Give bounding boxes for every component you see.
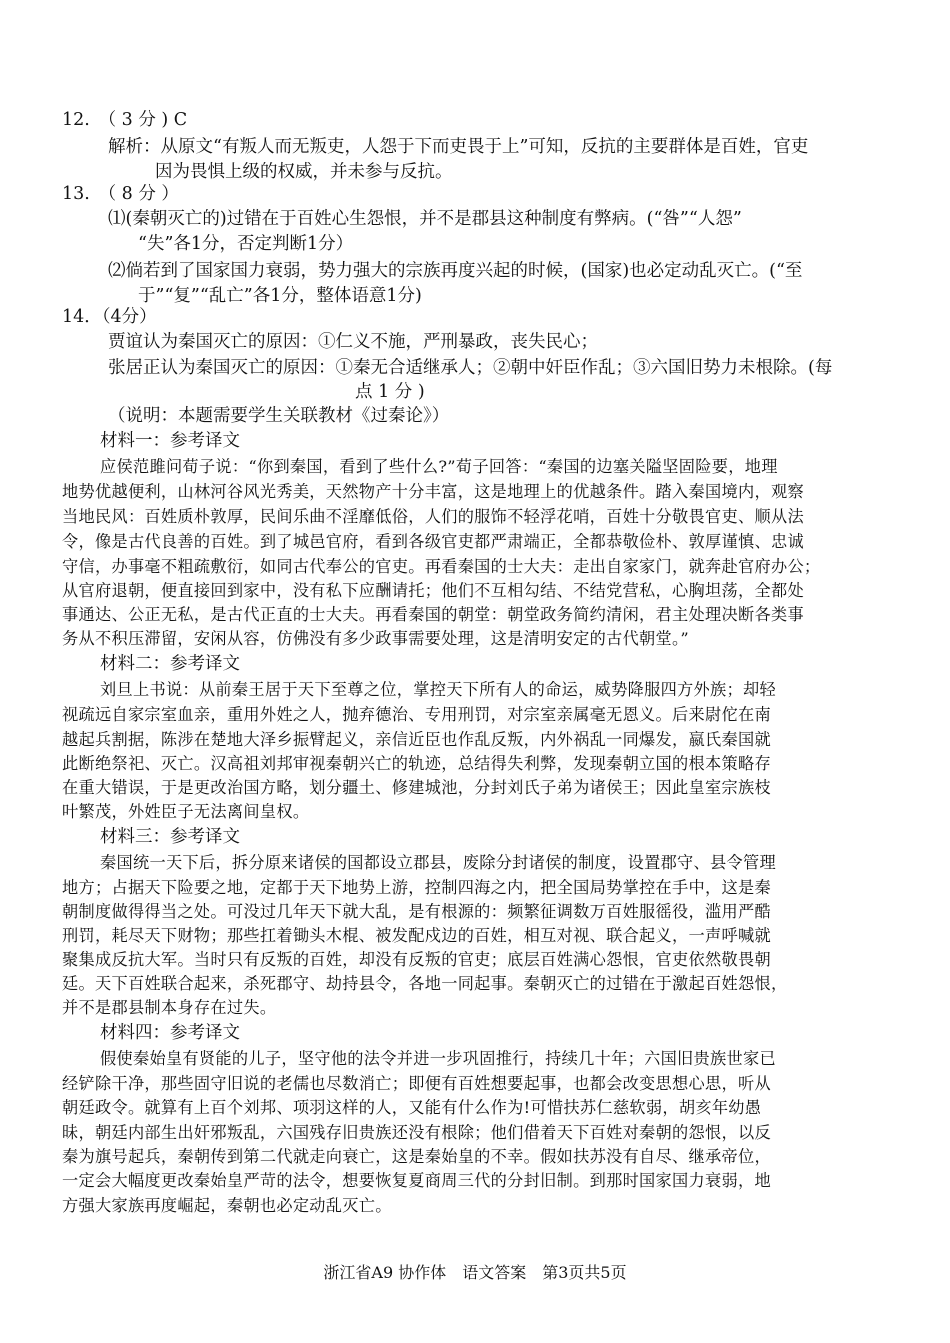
- q13-answer-1-line-1: ⑴(秦朝灭亡的)过错在于百姓心生怨恨，并不是郡县这种制度有弊病。(“咎”“人怨”: [108, 209, 742, 229]
- material-4-line: 经铲除干净，那些固守旧说的老儒也尽数消亡；即便有百姓想要起事，也都会改变思想心思，听从: [62, 1074, 771, 1093]
- material-3-line: 廷。天下百姓联合起来，杀死郡守、劫持县令，各地一同起事。秦朝灭亡的过错在于激起百姓怨恨，: [62, 974, 788, 993]
- material-1-line: 应侯范雎问荀子说：“你到秦国，看到了些什么?”荀子回答：“秦国的边塞关隘坚固险要，地理: [100, 457, 778, 476]
- material-3-line: 聚集成反抗大军。当时只有反叛的百姓，却没有反叛的官吏；底层百姓满心怨恨，官吏依然敬畏朝: [62, 950, 771, 969]
- material-4-title: 材料四：参考译文: [100, 1023, 240, 1043]
- q13-answer-2-line-1: ⑵倘若到了国家国力衰弱，势力强大的宗族再度兴起的时候，(国家)也必定动乱灭亡。(“至: [108, 261, 803, 281]
- material-4-line: 假使秦始皇有贤能的儿子，坚守他的法令并进一步巩固推行，持续几十年；六国旧贵族世家已: [100, 1049, 776, 1068]
- material-3-line: 刑罚，耗尽天下财物；那些扛着锄头木棍、被发配戍边的百姓，相互对视、联合起义，一声呼喊就: [62, 926, 771, 945]
- q13-answer-1-line-2: “失”各1分，否定判断1分）: [138, 234, 354, 254]
- material-2-line: 刘旦上书说：从前秦王居于天下至尊之位，掌控天下所有人的命运，威势降服四方外族；却轻: [100, 680, 776, 699]
- material-2-line: 此断绝祭祀、灭亡。汉高祖刘邦审视秦朝兴亡的轨迹，总结得失利弊，发现秦朝立国的根本策略存: [62, 754, 771, 773]
- material-1-title: 材料一：参考译文: [100, 431, 240, 451]
- material-4-line: 方强大家族再度崛起，秦朝也必定动乱灭亡。: [62, 1196, 392, 1215]
- material-2-title: 材料二：参考译文: [100, 654, 240, 674]
- q14-heading: 14．（4分）: [62, 307, 157, 327]
- material-4-line: 昧，朝廷内部生出奸邪叛乱，六国残存旧贵族还没有根除；他们借着天下百姓对秦朝的怨恨，以反: [62, 1123, 771, 1142]
- material-1-line: 当地民风：百姓质朴敦厚，民间乐曲不淫靡低俗，人们的服饰不轻浮花哨，百姓十分敬畏官吏、顺从法: [62, 507, 804, 526]
- q13-heading: 13. （ 8 分 ）: [62, 184, 179, 204]
- material-2-line: 叶繁茂，外姓臣子无法离间皇权。: [62, 802, 310, 821]
- material-2-line: 越起兵割据，陈涉在楚地大泽乡振臂起义，亲信近臣也作乱反叛，内外祸乱一同爆发，嬴氏秦国就: [62, 730, 771, 749]
- material-1-line: 事通达、公正无私，是古代正直的士大夫。再看秦国的朝堂：朝堂政务简约清闲，君主处理决断各类事: [62, 605, 804, 624]
- material-3-title: 材料三：参考译文: [100, 827, 240, 847]
- material-3-line: 地方；占据天下险要之地，定都于天下地势上游，控制四海之内，把全国局势掌控在手中，这是秦: [62, 878, 771, 897]
- q14-note: （说明：本题需要学生关联教材《过秦论》）: [108, 406, 450, 426]
- material-4-line: 秦为旗号起兵，秦朝传到第二代就走向衰亡，这是秦始皇的不幸。假如扶苏没有自尽、继承帝位，: [62, 1147, 771, 1166]
- material-4-line: 朝廷政令。就算有上百个刘邦、项羽这样的人，又能有什么作为!可惜扶苏仁慈软弱，胡亥年幼愚: [62, 1098, 762, 1117]
- material-2-line: 在重大错误，于是更改治国方略，划分疆土、修建城池，分封刘氏子弟为诸侯王；因此皇室宗族枝: [62, 778, 771, 797]
- material-2-line: 视疏远自家宗室血亲，重用外姓之人，抛弃德治、专用刑罚，对宗室亲属毫无恩义。后来尉佗在南: [62, 705, 771, 724]
- material-3-line: 并不是郡县制本身存在过失。: [62, 998, 277, 1017]
- material-3-line: 朝制度做得得当之处。可没过几年天下就大乱，是有根源的：频繁征调数万百姓服徭役，滥用严酷: [62, 902, 771, 921]
- q12-analysis-line-2: 因为畏惧上级的权威，并未参与反抗。: [155, 162, 453, 182]
- q14-zhang-answer-line-2: 点 1 分 ): [355, 382, 425, 402]
- material-1-line: 从官府退朝，便直接回到家中，没有私下应酬请托；他们不互相勾结、不结党营私，心胸坦荡，全都处: [62, 581, 804, 600]
- q14-zhang-answer-line-1: 张居正认为秦国灭亡的原因：①秦无合适继承人；②朝中奸臣作乱；③六国旧势力未根除。(每: [108, 358, 833, 378]
- material-1-line: 守信，办事毫不粗疏敷衍，如同古代奉公的官吏。再看秦国的士大夫：走出自家家门，就奔赴官府办公；: [62, 557, 821, 576]
- material-1-line: 令，像是古代良善的百姓。到了城邑官府，看到各级官吏都严肃端正，全都恭敬俭朴、敦厚谨慎、忠诚: [62, 532, 804, 551]
- q12-heading: 12. （ 3 分 ) C: [62, 110, 188, 130]
- material-1-line: 务从不积压滞留，安闲从容，仿佛没有多少政事需要处理，这是清明安定的古代朝堂。”: [62, 629, 689, 648]
- material-1-line: 地势优越便利，山林河谷风光秀美，天然物产十分丰富，这是地理上的优越条件。踏入秦国境内，观察: [62, 482, 804, 501]
- material-4-line: 一定会大幅度更改秦始皇严苛的法令，想要恢复夏商周三代的分封旧制。到那时国家国力衰弱，地: [62, 1171, 771, 1190]
- page-footer: 浙江省A9 协作体 语文答案 第3页共5页: [323, 1263, 627, 1282]
- q13-answer-2-line-2: 于”“复”“乱亡”各1分，整体语意1分): [138, 286, 422, 306]
- material-3-line: 秦国统一天下后，拆分原来诸侯的国都设立郡县，废除分封诸侯的制度，设置郡守、县令管理: [100, 853, 776, 872]
- q12-analysis-line-1: 解析：从原文“有叛人而无叛吏，人怨于下而吏畏于上”可知，反抗的主要群体是百姓，官吏: [108, 137, 809, 157]
- q14-jiayi-answer: 贾谊认为秦国灭亡的原因：①仁义不施，严刑暴政，丧失民心；: [108, 332, 598, 352]
